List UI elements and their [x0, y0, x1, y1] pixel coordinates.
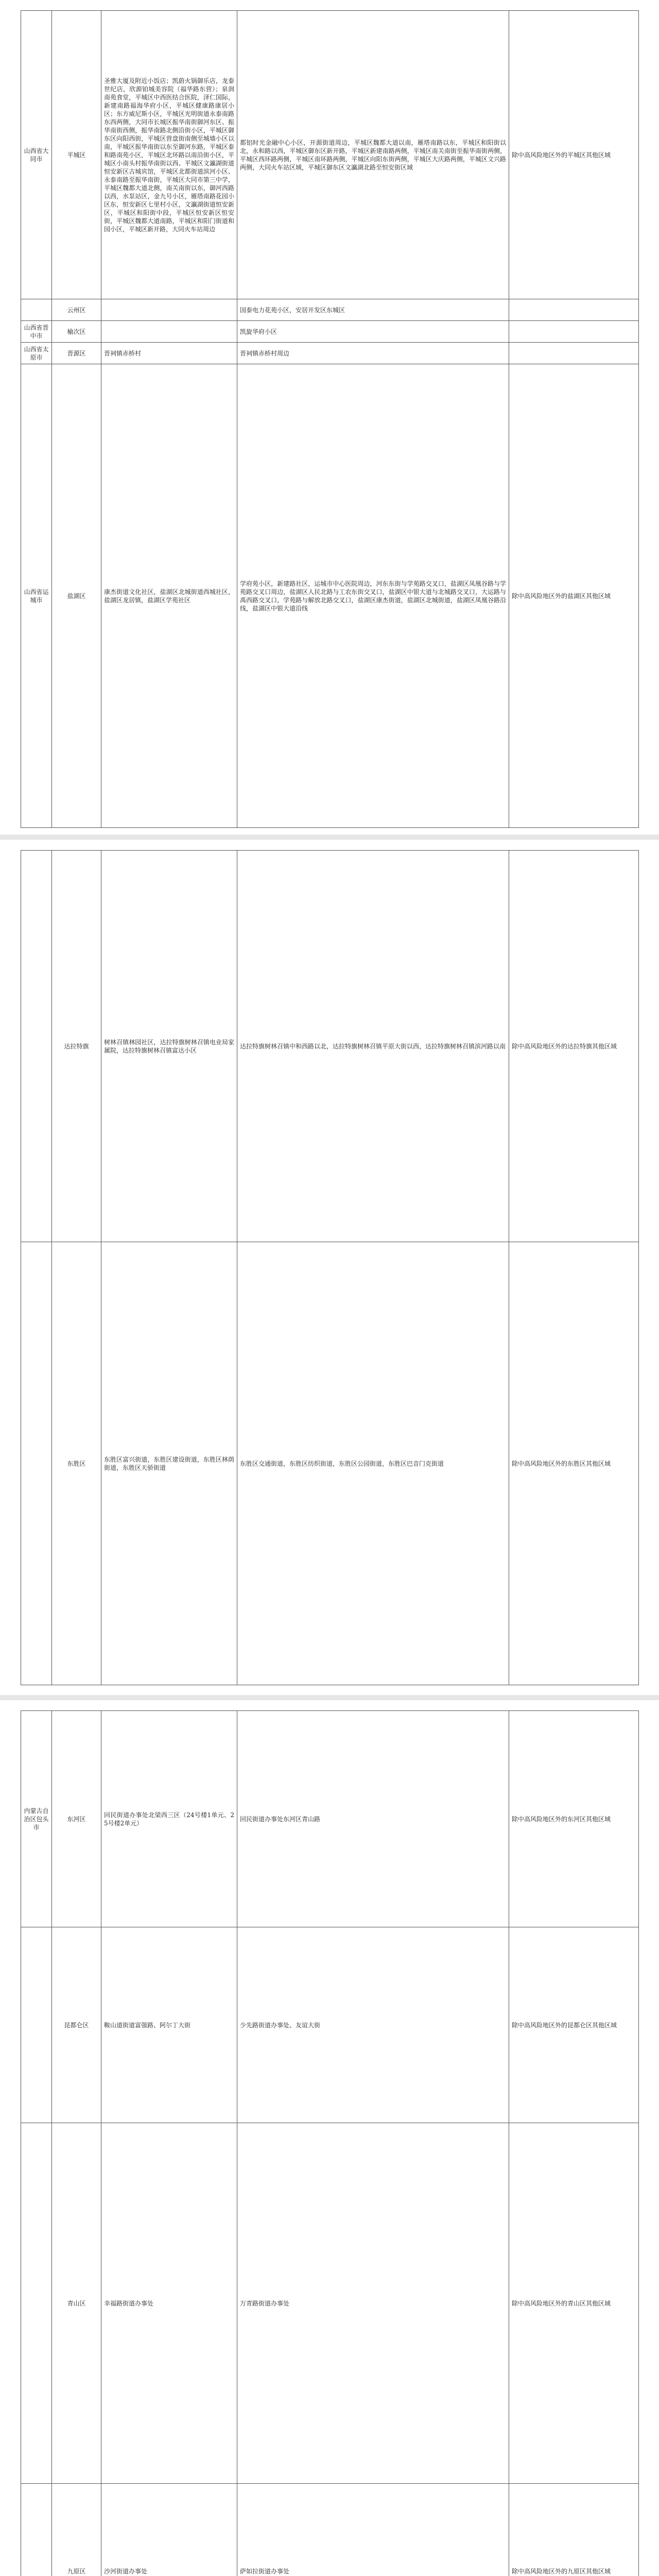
mid-risk-cell: 晋祠镇赤桥村周边: [237, 343, 509, 364]
district-cell: 青山区: [52, 2123, 101, 2484]
city-cell: [21, 2123, 52, 2484]
mid-risk-cell: 国泰电力花苑小区，安居开发区东城区: [237, 299, 509, 321]
mid-risk-cell: 回民街道办事处东河区青山路: [237, 1711, 509, 1927]
page-3: [0, 1700, 659, 2576]
table-row: [21, 2123, 639, 2484]
district-cell: 云州区: [52, 299, 101, 321]
low-risk-cell: 除中高风险地区外的昆都仑区其他区域: [509, 1927, 639, 2123]
page-separator: [0, 835, 659, 840]
table-row: [21, 299, 639, 321]
low-risk-cell: 除中高风险地区外的平城区其他区域: [509, 11, 639, 299]
high-risk-cell: 回民街道办事处北梁西三区（24号楼1单元、25号楼2单元）: [101, 1711, 237, 1927]
low-risk-cell: 除中高风险地区外的九原区其他区域: [509, 2484, 639, 2576]
district-cell: 平城区: [52, 11, 101, 299]
low-risk-cell: [509, 321, 639, 343]
high-risk-cell: 鞍山道街道富强路、阿尔丁大街: [101, 1927, 237, 2123]
page-separator: [0, 1695, 659, 1700]
mid-risk-cell: 东胜区交通街道，东胜区纺织街道，东胜区公园街道，东胜区巴音门克街道: [237, 1242, 509, 1685]
mid-risk-cell: 万青路街道办事处: [237, 2123, 509, 2484]
high-risk-cell: 晋祠镇赤桥村: [101, 343, 237, 364]
table-row: [21, 343, 639, 364]
table-row: [21, 1242, 639, 1685]
district-cell: 达拉特旗: [52, 851, 101, 1242]
table-row: [21, 11, 639, 299]
mid-risk-cell: 学府苑小区，新建路社区，运城市中心医院周边，河东东街与学苑路交叉口，盐湖区凤凰谷路与学苑路交叉口周边，盐湖区人民北路与工农东街交叉口，盐湖区中银大道与北城路交叉口，大运路与禹西路交叉口，学苑路与解放北路交叉口，盐湖区康杰街道，盐湖区北城街道，盐湖区凤凰谷路沿线，盐湖区中银大道沿线: [237, 364, 509, 828]
table-row: [21, 321, 639, 343]
low-risk-cell: 除中高风险地区外的达拉特旗其他区域: [509, 851, 639, 1242]
district-cell: 东胜区: [52, 1242, 101, 1685]
district-cell: 东河区: [52, 1711, 101, 1927]
table-row: [21, 364, 639, 828]
high-risk-cell: [101, 321, 237, 343]
city-cell: 内蒙古自治区包头市: [21, 1711, 52, 1927]
low-risk-cell: 除中高风险地区外的东胜区其他区域: [509, 1242, 639, 1685]
city-cell: [21, 1927, 52, 2123]
mid-risk-cell: 达拉特旗树林召镇中和西路以北，达拉特旗树林召镇平原大街以西，达拉特旗树林召镇滨河路以南: [237, 851, 509, 1242]
risk-table-2: [21, 850, 639, 1685]
high-risk-cell: 圣雅大厦及附近小饭店；凯蔚火锅御乐店，龙泰世纪店，欣源铂城美容院（福华路东营）；泉润南苑食堂，平城区中西医结合医院，泽仁国际，新建南路福海华府小区，平城区健康路康居小区；东方威尼斯小区，平城区光明街道永泰南路东西两侧，大同市长城区振华南街御河东区、振华南街西侧，振华南路北侧沿街小区，平城区御东区向阳西街，平城区营盘街南侧至城墙小区以南，平城区振华南街以东至御河东路，平城区泰和路南苑小区，平城区北环路以南沿街小区，平城区小南头村振华南街以西、平城区文瀛湖街道恒安新区古城宾馆，平城区北都街道滨河小区、永泰南路至振华南街，平城区大同市第三中学，平城区魏都大道北侧，南关南街以东，御河西路以西，水泵站区，金九号小区，雁塔南路花园小区东，恒安新区七里村小区，文瀛湖街道恒安新区，平城区和阳街中段，平城区恒安新区恒安街，平城区魏都大道南路，平城区和阳门街道和园小区，平城区新开路，大同火车站周边: [101, 11, 237, 299]
city-cell: 山西省太原市: [21, 343, 52, 364]
page-1: [0, 0, 659, 835]
city-cell: [21, 1242, 52, 1685]
risk-table-3: [21, 1710, 639, 2576]
low-risk-cell: 除中高风险地区外的东河区其他区域: [509, 1711, 639, 1927]
city-cell: [21, 851, 52, 1242]
high-risk-cell: 树林召镇林园社区，达拉特旗树林召镇电业局家属院，达拉特旗树林召镇富达小区: [101, 851, 237, 1242]
district-cell: 盐湖区: [52, 364, 101, 828]
high-risk-cell: 幸福路街道办事处: [101, 2123, 237, 2484]
high-risk-cell: 康杰街道文化社区，盐湖区北城街道西城社区，盐湖区龙居镇，盐湖区学苑社区: [101, 364, 237, 828]
low-risk-cell: 除中高风险地区外的青山区其他区域: [509, 2123, 639, 2484]
city-cell: [21, 2484, 52, 2576]
low-risk-cell: [509, 299, 639, 321]
mid-risk-cell: 少先路街道办事处、友谊大街: [237, 1927, 509, 2123]
city-cell: [21, 299, 52, 321]
table-row: [21, 1711, 639, 1927]
table-row: [21, 851, 639, 1242]
mid-risk-cell: 凯旋华府小区: [237, 321, 509, 343]
high-risk-cell: 东胜区富兴街道，东胜区建设街道，东胜区林荫街道，东胜区天骄街道: [101, 1242, 237, 1685]
city-cell: 山西省大同市: [21, 11, 52, 299]
risk-table-1: [21, 10, 639, 828]
district-cell: 昆都仑区: [52, 1927, 101, 2123]
table-row: [21, 2484, 639, 2576]
city-cell: 山西省运城市: [21, 364, 52, 828]
high-risk-cell: 沙河街道办事处: [101, 2484, 237, 2576]
mid-risk-cell: 都铝时光金融中心小区，开源街道周边，平城区魏都大道以南，雁塔南路以东，平城区和阳街以北，永和路以西，平城区御东区新开路，平城区新建南路两侧，平城区南关南街至振华南街两侧，平城区西环路两侧，平城区南环路两侧，平城区向阳东街两侧，平城区大庆路两侧，平城区文兴路两侧，大同火车站区域，平城区御东区文瀛湖北路至恒安街区域: [237, 11, 509, 299]
high-risk-cell: [101, 299, 237, 321]
low-risk-cell: 除中高风险地区外的盐湖区其他区域: [509, 364, 639, 828]
district-cell: 榆次区: [52, 321, 101, 343]
city-cell: 山西省晋中市: [21, 321, 52, 343]
mid-risk-cell: 萨如拉街道办事处: [237, 2484, 509, 2576]
page-2: [0, 840, 659, 1695]
district-cell: 九原区: [52, 2484, 101, 2576]
district-cell: 晋源区: [52, 343, 101, 364]
table-row: [21, 1927, 639, 2123]
low-risk-cell: [509, 343, 639, 364]
